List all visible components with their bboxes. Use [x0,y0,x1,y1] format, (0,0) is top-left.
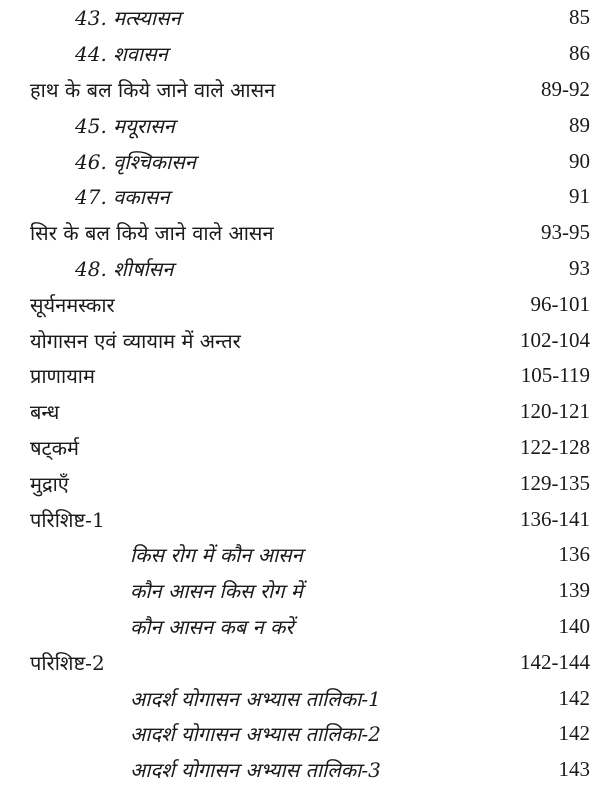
toc-entry-page: 140 [558,613,590,638]
toc-entry-title: 43. मत्स्यासन [75,6,181,31]
toc-entry [0,573,600,609]
toc-entry-title: परिशिष्ट-2 [30,650,105,675]
toc-entry [0,716,600,752]
toc-entry [0,251,600,287]
toc-entry-page: 96-101 [530,291,590,316]
toc-entry [0,143,600,179]
toc-entry-page: 136 [558,542,590,567]
toc-entry-page: 93 [569,255,590,280]
toc-entry [0,36,600,72]
toc-entry-title: कौन आसन किस रोग में [130,579,303,604]
toc-entry [0,430,600,466]
toc-entry-page: 136-141 [520,506,590,531]
toc-entry-page: 89 [569,112,590,137]
toc-entry [0,0,600,36]
toc-entry-title: 46. वृश्चिकासन [75,149,196,174]
toc-entry [0,72,600,108]
toc-entry-page: 122-128 [520,434,590,459]
toc-entry-title: आदर्श योगासन अभ्यास तालिका-3 [130,758,381,783]
toc-entry-page: 105-119 [520,363,590,388]
toc-entry [0,394,600,430]
toc-entry-title: 47. वकासन [75,185,170,210]
toc-entry-title: सिर के बल किये जाने वाले आसन [30,221,274,246]
toc-entry-page: 89-92 [541,76,590,101]
toc-entry [0,286,600,322]
toc-entry [0,107,600,143]
toc-entry-page: 86 [569,41,590,66]
toc-entry [0,322,600,358]
toc-entry-title: प्राणायाम [30,364,95,389]
toc-entry-page: 90 [569,148,590,173]
toc-entry [0,752,600,788]
toc-entry-title: योगासन एवं व्यायाम में अन्तर [30,328,241,353]
toc-entry [0,215,600,251]
toc-entry [0,179,600,215]
toc-entry [0,644,600,680]
toc-entry-title: आदर्श योगासन अभ्यास तालिका-1 [130,686,381,711]
toc-entry-page: 91 [569,184,590,209]
toc-entry-title: षट्कर्म [30,435,79,460]
toc-entry-title: परिशिष्ट-1 [30,507,105,532]
toc-entry-title: आदर्श योगासन अभ्यास तालिका-2 [130,722,381,747]
toc-entry-page: 143 [558,757,590,782]
toc-entry-page: 120-121 [520,399,590,424]
toc-entry-page: 142 [558,721,590,746]
toc-entry-page: 85 [569,5,590,30]
toc-entry [0,537,600,573]
toc-entry [0,465,600,501]
toc-entry-page: 139 [558,578,590,603]
toc-entry [0,680,600,716]
toc-entry-page: 142 [558,685,590,710]
toc-entry-title: 48. शीर्षासन [75,256,174,281]
toc-entry [0,609,600,645]
toc-entry-page: 102-104 [520,327,590,352]
toc-entry-page: 142-144 [520,649,590,674]
toc-entry [0,501,600,537]
toc-entry-title: किस रोग में कौन आसन [130,543,303,568]
toc-entry-title: कौन आसन कब न करें [130,614,294,639]
toc-entry-title: 44. शवासन [75,42,168,67]
toc-entry [0,358,600,394]
toc-entry-title: मुद्राएँ [30,471,69,496]
toc-entry-title: सूर्यनमस्कार [30,292,115,317]
toc-entry-title: 45. मयूरासन [75,113,175,138]
toc-entry-title: हाथ के बल किये जाने वाले आसन [30,77,276,102]
toc-entry-title: बन्ध [30,400,60,425]
toc-entry-page: 93-95 [541,220,590,245]
toc-entry-page: 129-135 [520,470,590,495]
